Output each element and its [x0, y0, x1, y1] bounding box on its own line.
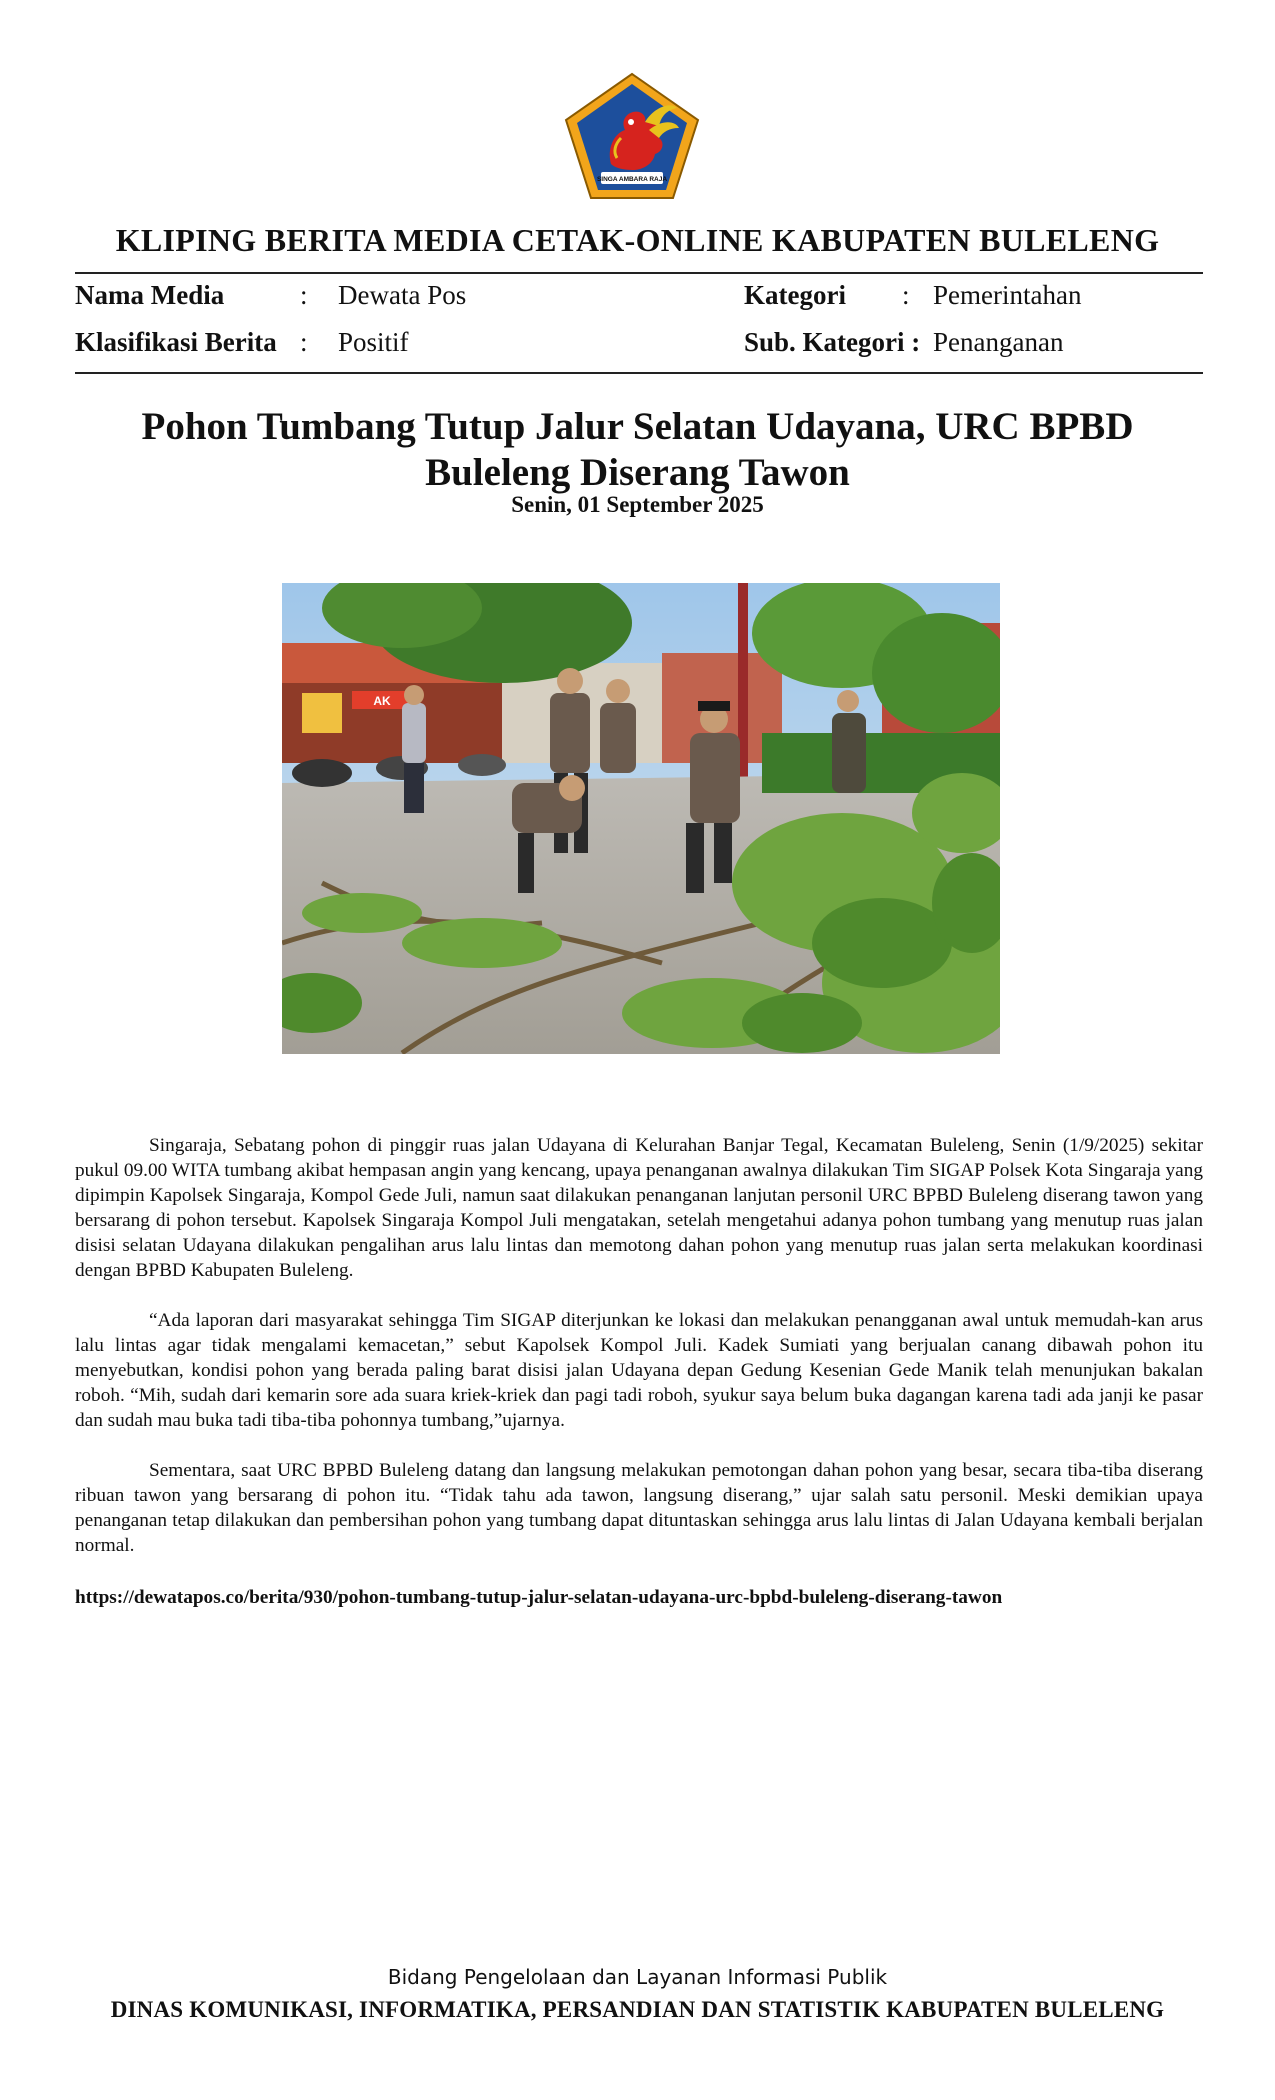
clipping-header-title: KLIPING BERITA MEDIA CETAK-ONLINE KABUPATEN BULELENG	[115, 222, 1160, 258]
article-paragraph-3: Sementara, saat URC BPBD Buleleng datang dan langsung melakukan pemotongan dahan pohon yang besar, secara tiba-tiba diserang ribuan tawon yang bersarang di pohon itu. “Tidak tahu ada tawon, langsung diserang,” ujar salah satu personil. Meski demikian upaya penanganan tetap dilakukan dan pembersihan pohon yang tumbang dapat dituntaskan sehingga arus lalu lintas di Jalan Udayana kembali berjalan normal.	[75, 1460, 1203, 1556]
kategori-label: Kategori	[744, 280, 846, 310]
nama-media-colon: :	[300, 280, 308, 310]
nama-media-value: Dewata Pos	[338, 280, 467, 310]
shop-sign-text: AK	[373, 694, 391, 708]
footer-division: Bidang Pengelolaan dan Layanan Informasi Publik	[387, 1965, 888, 1989]
logo-motto: SINGA AMBARA RAJA	[596, 176, 668, 183]
article-paragraph-1: Singaraja, Sebatang pohon di pinggir ruas jalan Udayana di Kelurahan Banjar Tegal, Kecamatan Buleleng, Senin (1/9/2025) sekitar pukul 09.00 WITA tumbang akibat hempasan angin yang kencang, upaya penanganan awalnya dilakukan Tim SIGAP Polsek Kota Singaraja yang dipimpin Kapolsek Singaraja, Kompol Gede Juli, namun saat dilakukan penanganan lanjutan personil URC BPBD Buleleng diserang tawon yang bersarang di pohon tersebut. Kapolsek Singaraja Kompol Juli mengatakan, setelah mengetahui adanya pohon tumbang yang menutup ruas jalan disisi selatan Udayana dilakukan pengalihan arus lalu lintas dan memotong dahan pohon yang menutup ruas jalan serta melakukan koordinasi dengan BPBD Kabupaten Buleleng.	[75, 1135, 1203, 1281]
kategori-colon: :	[902, 280, 910, 310]
article-body	[75, 1133, 1203, 1583]
klasifikasi-colon: :	[300, 327, 308, 357]
sub-kategori-value: Penanganan	[933, 327, 1064, 357]
article-paragraph-2: “Ada laporan dari masyarakat sehingga Tim SIGAP diterjunkan ke lokasi dan melakukan penangganan awal untuk memudah-kan arus lalu lintas agar tidak mengalami kemacetan,” sebut Kapolsek Kompol Juli. Kadek Sumiati yang berjualan canang dibawah pohon itu menyebutkan, kondisi pohon yang berada paling barat disisi jalan Udayana depan Gedung Kesenian Gede Manik telah menunjukan bakalan roboh. “Mih, sudah dari kemarin sore ada suara kriek-kriek dan pagi tadi roboh, syukur saya belum buka dagangan karena tadi ada janji ke pasar dan sudah mau buka tadi tiba-tiba pohonnya tumbang,”ujarnya.	[75, 1310, 1203, 1431]
kategori-value: Pemerintahan	[933, 280, 1082, 310]
klasifikasi-label: Klasifikasi Berita	[75, 327, 277, 357]
article-headline: Pohon Tumbang Tutup Jalur Selatan Udayana, URC BPBD Buleleng Diserang Tawon	[141, 405, 1134, 494]
sub-kategori-label: Sub. Kategori :	[744, 327, 921, 357]
article-date: Senin, 01 September 2025	[511, 492, 764, 517]
nama-media-label: Nama Media	[75, 280, 225, 310]
header-top-divider	[75, 272, 1203, 274]
article-photo	[282, 583, 1000, 1054]
header-bottom-divider	[75, 372, 1203, 374]
footer-agency: DINAS KOMUNIKASI, INFORMATIKA, PERSANDIAN DAN STATISTIK KABUPATEN BULELENG	[110, 1997, 1165, 2022]
buleleng-coat-of-arms-logo	[563, 72, 701, 202]
source-url-link[interactable]: https://dewatapos.co/berita/930/pohon-tumbang-tutup-jalur-selatan-udayana-urc-bpbd-buleleng-diserang-tawon	[75, 1587, 1003, 1608]
klasifikasi-value: Positif	[338, 327, 409, 357]
